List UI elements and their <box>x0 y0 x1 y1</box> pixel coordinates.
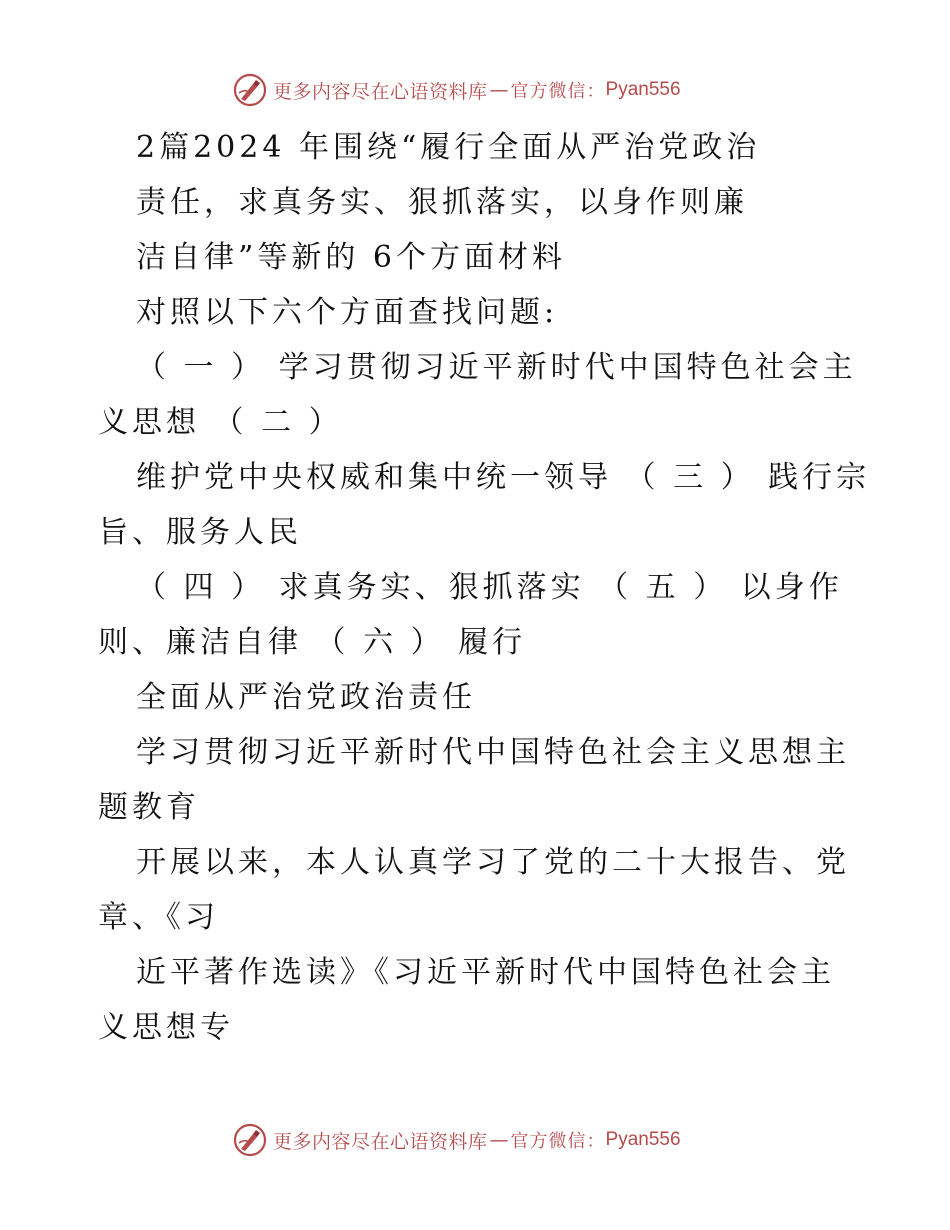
title-line-1: 2篇2024 年围绕“履行全面从严治党政治 <box>136 130 761 165</box>
watermark-id: Pyan556 <box>605 1129 681 1150</box>
text-line: 对照以下六个方面查找问题: <box>136 295 559 330</box>
text-line: 章、《习 <box>98 900 219 935</box>
pen-logo-icon <box>233 1123 267 1157</box>
title-line-3: 洁自律”等新的 6个方面材料 <box>136 240 566 275</box>
text-line: 义思想 （ 二 ） <box>98 405 343 440</box>
watermark-separator: — <box>489 1129 509 1151</box>
text-line: （ 四 ） 求真务实、狠抓落实 （ 五 ） 以身作 <box>136 570 843 605</box>
text-line: 开展以来，本人认真学习了党的二十大报告、党 <box>136 845 850 880</box>
watermark-suffix: 官方微信： <box>510 1131 606 1152</box>
watermark-text: 更多内容尽在心语资料库 <box>273 1130 488 1153</box>
watermark-suffix: 官方微信： <box>510 81 606 102</box>
header-watermark <box>233 73 681 107</box>
text-line: 维护党中央权威和集中统一领导 （ 三 ） 践行宗 <box>136 460 871 495</box>
text-line: （ 一 ） 学习贯彻习近平新时代中国特色社会主 <box>136 350 857 385</box>
text-line: 学习贯彻习近平新时代中国特色社会主义思想主 <box>136 735 850 770</box>
pen-logo-icon <box>233 73 267 107</box>
text-line: 旨、服务人民 <box>98 515 302 550</box>
text-line: 全面从严治党政治责任 <box>136 680 476 715</box>
footer-watermark <box>233 1123 681 1157</box>
text-line: 近平著作选读》《习近平新时代中国特色社会主 <box>136 955 835 990</box>
text-line: 则、廉洁自律 （ 六 ） 履行 <box>98 625 527 660</box>
text-line: 义思想专 <box>98 1010 234 1045</box>
watermark-separator: — <box>489 79 509 101</box>
watermark-id: Pyan556 <box>605 79 681 100</box>
title-line-2: 责任，求真务实、狠抓落实，以身作则廉 <box>136 185 748 220</box>
watermark-text: 更多内容尽在心语资料库 <box>273 80 488 103</box>
document-body <box>98 120 871 1055</box>
text-line: 题教育 <box>98 790 200 825</box>
